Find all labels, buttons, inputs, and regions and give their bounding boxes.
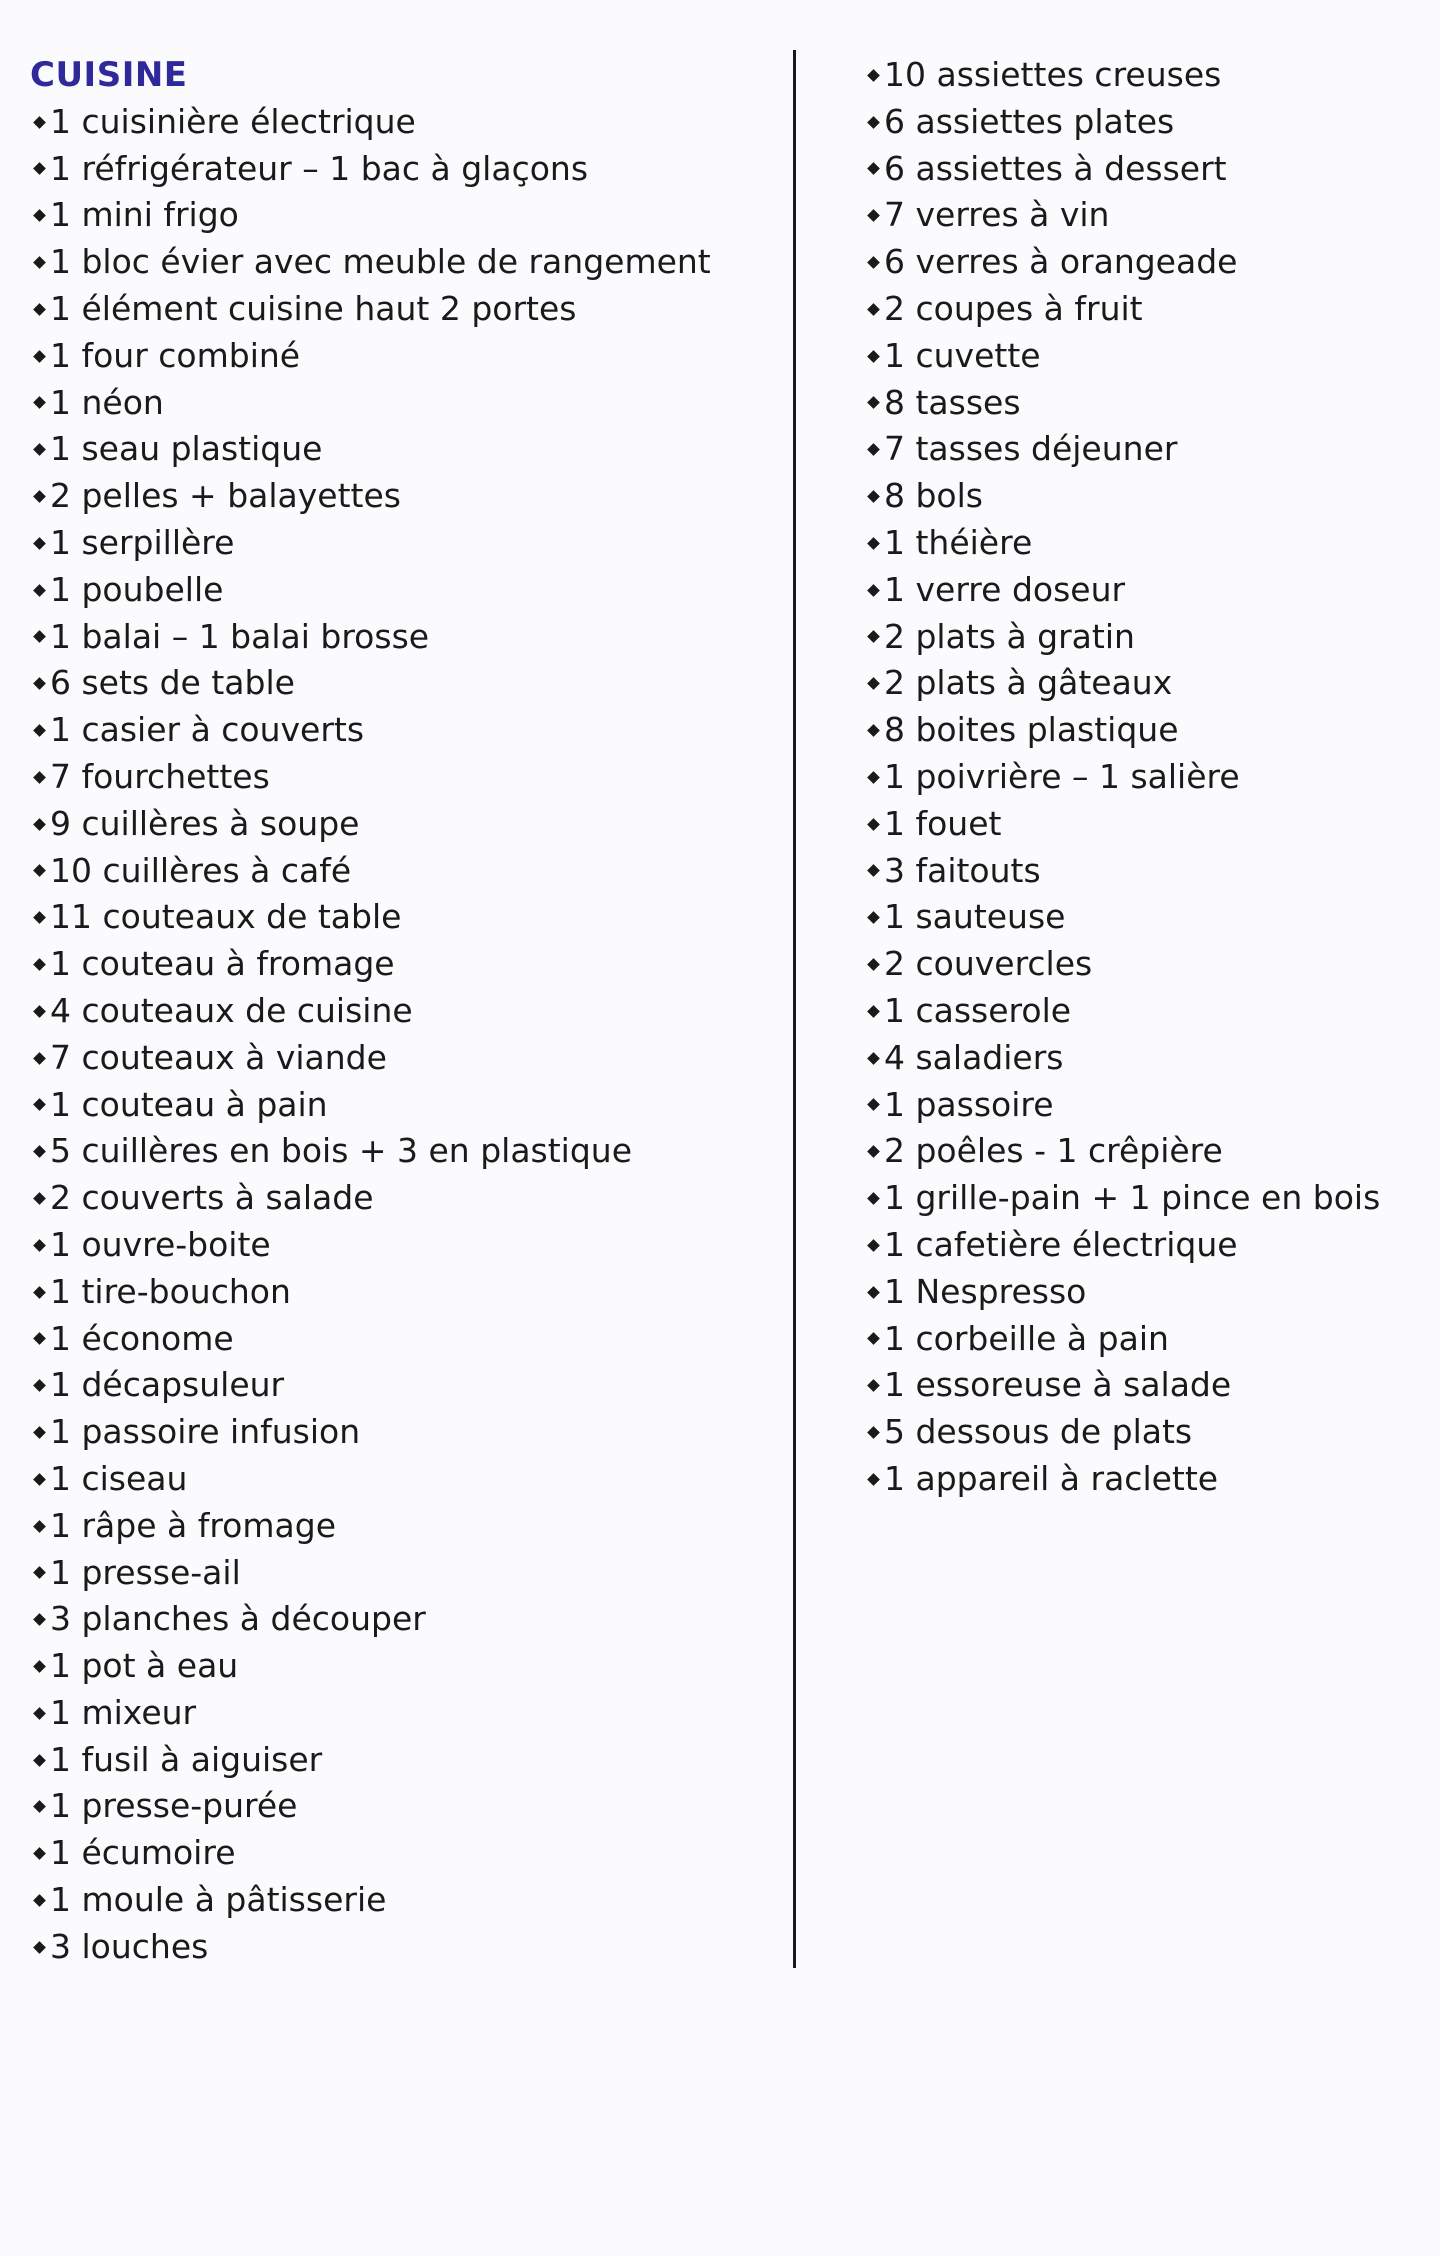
list-item xyxy=(30,1175,770,1222)
list-item xyxy=(864,52,1424,99)
diamond-bullet-icon xyxy=(33,303,46,316)
diamond-bullet-icon xyxy=(33,1707,46,1720)
list-item-label: 8 boites plastique xyxy=(884,710,1179,750)
list-item xyxy=(864,99,1424,146)
diamond-bullet-icon xyxy=(33,1801,46,1814)
list-item-label: 1 élément cuisine haut 2 portes xyxy=(50,288,577,328)
diamond-bullet-icon xyxy=(867,490,880,503)
list-item-label: 1 décapsuleur xyxy=(50,1365,285,1405)
list-item-label: 1 ciseau xyxy=(50,1458,188,1498)
diamond-bullet-icon xyxy=(867,209,880,222)
list-item-label: 1 four combiné xyxy=(50,335,301,375)
diamond-bullet-icon xyxy=(33,911,46,924)
list-item xyxy=(864,660,1424,707)
diamond-bullet-icon xyxy=(33,1005,46,1018)
list-item xyxy=(30,192,770,239)
list-item-label: 1 néon xyxy=(50,382,164,422)
list-item-label: 1 cafetière électrique xyxy=(884,1224,1238,1264)
diamond-bullet-icon xyxy=(33,865,46,878)
list-item-label: 1 cuisinière électrique xyxy=(50,101,416,141)
list-item xyxy=(864,988,1424,1035)
diamond-bullet-icon xyxy=(867,1379,880,1392)
list-item xyxy=(864,848,1424,895)
list-item-label: 6 assiettes plates xyxy=(884,101,1175,141)
diamond-bullet-icon xyxy=(33,771,46,784)
list-item xyxy=(30,1362,770,1409)
diamond-bullet-icon xyxy=(33,163,46,176)
list-item xyxy=(864,1316,1424,1363)
list-item-label: 1 sauteuse xyxy=(884,897,1066,937)
list-item-label: 1 fusil à aiguiser xyxy=(50,1739,323,1779)
list-item-label: 5 cuillères en bois + 3 en plastique xyxy=(50,1131,633,1171)
diamond-bullet-icon xyxy=(867,1239,880,1252)
list-item-label: 1 passoire infusion xyxy=(50,1412,361,1452)
list-item xyxy=(864,426,1424,473)
list-item xyxy=(30,894,770,941)
list-item xyxy=(30,1783,770,1830)
list-item-label: 1 économe xyxy=(50,1318,234,1358)
list-item-label: 2 coupes à fruit xyxy=(884,288,1143,328)
list-item-label: 1 passoire xyxy=(884,1084,1054,1124)
list-item xyxy=(864,1362,1424,1409)
list-item-label: 1 presse-purée xyxy=(50,1786,298,1826)
diamond-bullet-icon xyxy=(867,1192,880,1205)
list-item-label: 2 couverts à salade xyxy=(50,1178,374,1218)
diamond-bullet-icon xyxy=(33,1941,46,1954)
list-item xyxy=(30,1643,770,1690)
list-item xyxy=(864,520,1424,567)
diamond-bullet-icon xyxy=(33,584,46,597)
list-item xyxy=(30,1409,770,1456)
list-item xyxy=(30,1596,770,1643)
list-item xyxy=(30,754,770,801)
list-item-label: 8 tasses xyxy=(884,382,1021,422)
list-item-label: 2 plats à gratin xyxy=(884,616,1135,656)
diamond-bullet-icon xyxy=(867,584,880,597)
diamond-bullet-icon xyxy=(867,69,880,82)
list-item-label: 3 faitouts xyxy=(884,850,1041,890)
diamond-bullet-icon xyxy=(867,1473,880,1486)
list-item xyxy=(30,1737,770,1784)
list-item-label: 7 fourchettes xyxy=(50,756,270,796)
list-item-label: 1 poubelle xyxy=(50,569,224,609)
list-item-label: 1 tire-bouchon xyxy=(50,1271,291,1311)
list-item xyxy=(30,520,770,567)
diamond-bullet-icon xyxy=(867,256,880,269)
list-item xyxy=(864,1222,1424,1269)
list-item-label: 1 poivrière – 1 salière xyxy=(884,756,1240,796)
list-item xyxy=(30,473,770,520)
list-item-label: 8 bols xyxy=(884,476,983,516)
diamond-bullet-icon xyxy=(33,537,46,550)
list-item xyxy=(864,1082,1424,1129)
diamond-bullet-icon xyxy=(867,911,880,924)
diamond-bullet-icon xyxy=(33,1894,46,1907)
list-item xyxy=(30,286,770,333)
list-item-label: 10 cuillères à café xyxy=(50,850,352,890)
diamond-bullet-icon xyxy=(33,209,46,222)
list-item-label: 1 corbeille à pain xyxy=(884,1318,1169,1358)
list-item-label: 9 cuillères à soupe xyxy=(50,803,360,843)
list-item-label: 6 assiettes à dessert xyxy=(884,148,1227,188)
diamond-bullet-icon xyxy=(33,1473,46,1486)
list-item xyxy=(864,614,1424,661)
list-item xyxy=(864,567,1424,614)
diamond-bullet-icon xyxy=(867,303,880,316)
diamond-bullet-icon xyxy=(33,1145,46,1158)
diamond-bullet-icon xyxy=(867,1145,880,1158)
list-item-label: 11 couteaux de table xyxy=(50,897,402,937)
list-item xyxy=(30,146,770,193)
list-item-label: 1 écumoire xyxy=(50,1833,236,1873)
list-item xyxy=(30,1830,770,1877)
diamond-bullet-icon xyxy=(867,443,880,456)
list-item xyxy=(30,614,770,661)
list-item-label: 1 appareil à raclette xyxy=(884,1458,1219,1498)
list-item-label: 1 fouet xyxy=(884,803,1002,843)
list-item xyxy=(864,380,1424,427)
list-item xyxy=(30,1550,770,1597)
right-inventory-list xyxy=(864,52,1424,1503)
list-item xyxy=(864,941,1424,988)
diamond-bullet-icon xyxy=(867,631,880,644)
diamond-bullet-icon xyxy=(867,350,880,363)
diamond-bullet-icon xyxy=(33,116,46,129)
diamond-bullet-icon xyxy=(33,350,46,363)
list-item xyxy=(30,1082,770,1129)
column-divider xyxy=(793,50,796,1968)
diamond-bullet-icon xyxy=(33,1333,46,1346)
diamond-bullet-icon xyxy=(33,1754,46,1767)
list-item-label: 3 planches à découper xyxy=(50,1599,426,1639)
list-item-label: 2 plats à gâteaux xyxy=(884,663,1173,703)
diamond-bullet-icon xyxy=(867,677,880,690)
list-item-label: 1 bloc évier avec meuble de rangement xyxy=(50,242,711,282)
left-inventory-list xyxy=(30,99,770,1971)
diamond-bullet-icon xyxy=(33,1426,46,1439)
list-item xyxy=(30,1316,770,1363)
list-item xyxy=(30,848,770,895)
diamond-bullet-icon xyxy=(33,443,46,456)
list-item xyxy=(30,941,770,988)
diamond-bullet-icon xyxy=(867,1099,880,1112)
list-item xyxy=(30,333,770,380)
list-item-label: 1 ouvre-boite xyxy=(50,1224,271,1264)
diamond-bullet-icon xyxy=(33,1660,46,1673)
list-item-label: 1 moule à pâtisserie xyxy=(50,1880,387,1920)
list-item xyxy=(864,1175,1424,1222)
list-item-label: 1 serpillère xyxy=(50,522,235,562)
diamond-bullet-icon xyxy=(33,1052,46,1065)
list-item-label: 4 saladiers xyxy=(884,1037,1064,1077)
diamond-bullet-icon xyxy=(33,818,46,831)
list-item-label: 1 casier à couverts xyxy=(50,710,365,750)
list-item xyxy=(864,286,1424,333)
list-item-label: 6 sets de table xyxy=(50,663,295,703)
list-item xyxy=(30,801,770,848)
list-item-label: 1 couteau à fromage xyxy=(50,944,395,984)
list-item xyxy=(864,239,1424,286)
list-item-label: 1 casserole xyxy=(884,990,1072,1030)
list-item xyxy=(30,99,770,146)
list-item xyxy=(30,707,770,754)
list-item xyxy=(864,1456,1424,1503)
list-item xyxy=(864,1409,1424,1456)
list-item xyxy=(864,894,1424,941)
list-item-label: 1 Nespresso xyxy=(884,1271,1087,1311)
list-item xyxy=(30,1877,770,1924)
list-item-label: 3 louches xyxy=(50,1926,209,1966)
list-item xyxy=(864,146,1424,193)
diamond-bullet-icon xyxy=(33,490,46,503)
list-item-label: 1 mixeur xyxy=(50,1692,197,1732)
list-item-label: 1 réfrigérateur – 1 bac à glaçons xyxy=(50,148,589,188)
diamond-bullet-icon xyxy=(33,397,46,410)
list-item-label: 7 tasses déjeuner xyxy=(884,429,1178,469)
list-item-label: 1 verre doseur xyxy=(884,569,1126,609)
diamond-bullet-icon xyxy=(867,1052,880,1065)
list-item-label: 1 balai – 1 balai brosse xyxy=(50,616,430,656)
diamond-bullet-icon xyxy=(33,1520,46,1533)
list-item-label: 1 cuvette xyxy=(884,335,1041,375)
list-item xyxy=(864,754,1424,801)
list-item-label: 1 pot à eau xyxy=(50,1646,239,1686)
diamond-bullet-icon xyxy=(33,1379,46,1392)
diamond-bullet-icon xyxy=(33,631,46,644)
section-heading: CUISINE xyxy=(30,55,188,95)
list-item xyxy=(864,473,1424,520)
list-item xyxy=(864,1269,1424,1316)
diamond-bullet-icon xyxy=(867,1005,880,1018)
list-item xyxy=(30,1456,770,1503)
diamond-bullet-icon xyxy=(33,724,46,737)
diamond-bullet-icon xyxy=(33,1099,46,1112)
list-item-label: 4 couteaux de cuisine xyxy=(50,990,413,1030)
diamond-bullet-icon xyxy=(867,397,880,410)
diamond-bullet-icon xyxy=(33,1847,46,1860)
list-item-label: 1 couteau à pain xyxy=(50,1084,328,1124)
list-item xyxy=(864,707,1424,754)
list-item xyxy=(30,426,770,473)
diamond-bullet-icon xyxy=(867,1426,880,1439)
list-item-label: 1 grille-pain + 1 pince en bois xyxy=(884,1178,1381,1218)
diamond-bullet-icon xyxy=(867,818,880,831)
list-item-label: 10 assiettes creuses xyxy=(884,55,1222,94)
right-column xyxy=(864,52,1424,1503)
list-item xyxy=(30,380,770,427)
list-item xyxy=(864,192,1424,239)
left-column xyxy=(30,52,770,1971)
list-item-label: 2 pelles + balayettes xyxy=(50,476,401,516)
list-item-label: 1 mini frigo xyxy=(50,195,239,235)
list-item xyxy=(864,1128,1424,1175)
list-item-label: 1 râpe à fromage xyxy=(50,1505,336,1545)
list-item-label: 7 couteaux à viande xyxy=(50,1037,387,1077)
list-item xyxy=(864,1035,1424,1082)
list-item xyxy=(30,567,770,614)
list-item xyxy=(30,1269,770,1316)
list-item xyxy=(30,1690,770,1737)
list-item xyxy=(30,1924,770,1971)
diamond-bullet-icon xyxy=(33,256,46,269)
diamond-bullet-icon xyxy=(33,1286,46,1299)
list-item-label: 1 presse-ail xyxy=(50,1552,241,1592)
diamond-bullet-icon xyxy=(867,865,880,878)
diamond-bullet-icon xyxy=(867,771,880,784)
diamond-bullet-icon xyxy=(867,724,880,737)
list-item xyxy=(30,660,770,707)
list-item xyxy=(30,988,770,1035)
list-item xyxy=(30,1222,770,1269)
diamond-bullet-icon xyxy=(33,1613,46,1626)
list-item-label: 1 théière xyxy=(884,522,1033,562)
diamond-bullet-icon xyxy=(33,958,46,971)
diamond-bullet-icon xyxy=(867,1286,880,1299)
list-item-label: 5 dessous de plats xyxy=(884,1412,1193,1452)
list-item-label: 1 seau plastique xyxy=(50,429,323,469)
list-item xyxy=(30,1128,770,1175)
diamond-bullet-icon xyxy=(33,677,46,690)
diamond-bullet-icon xyxy=(867,116,880,129)
list-item-label: 6 verres à orangeade xyxy=(884,242,1238,282)
diamond-bullet-icon xyxy=(33,1192,46,1205)
diamond-bullet-icon xyxy=(33,1239,46,1252)
list-item-label: 2 couvercles xyxy=(884,944,1093,984)
list-item xyxy=(864,333,1424,380)
list-item xyxy=(30,1503,770,1550)
list-item-label: 1 essoreuse à salade xyxy=(884,1365,1232,1405)
diamond-bullet-icon xyxy=(867,163,880,176)
list-item-label: 7 verres à vin xyxy=(884,195,1110,235)
list-item-label: 2 poêles - 1 crêpière xyxy=(884,1131,1223,1171)
diamond-bullet-icon xyxy=(867,1333,880,1346)
list-item xyxy=(30,239,770,286)
list-item xyxy=(30,1035,770,1082)
diamond-bullet-icon xyxy=(33,1567,46,1580)
list-item xyxy=(864,801,1424,848)
diamond-bullet-icon xyxy=(867,537,880,550)
diamond-bullet-icon xyxy=(867,958,880,971)
